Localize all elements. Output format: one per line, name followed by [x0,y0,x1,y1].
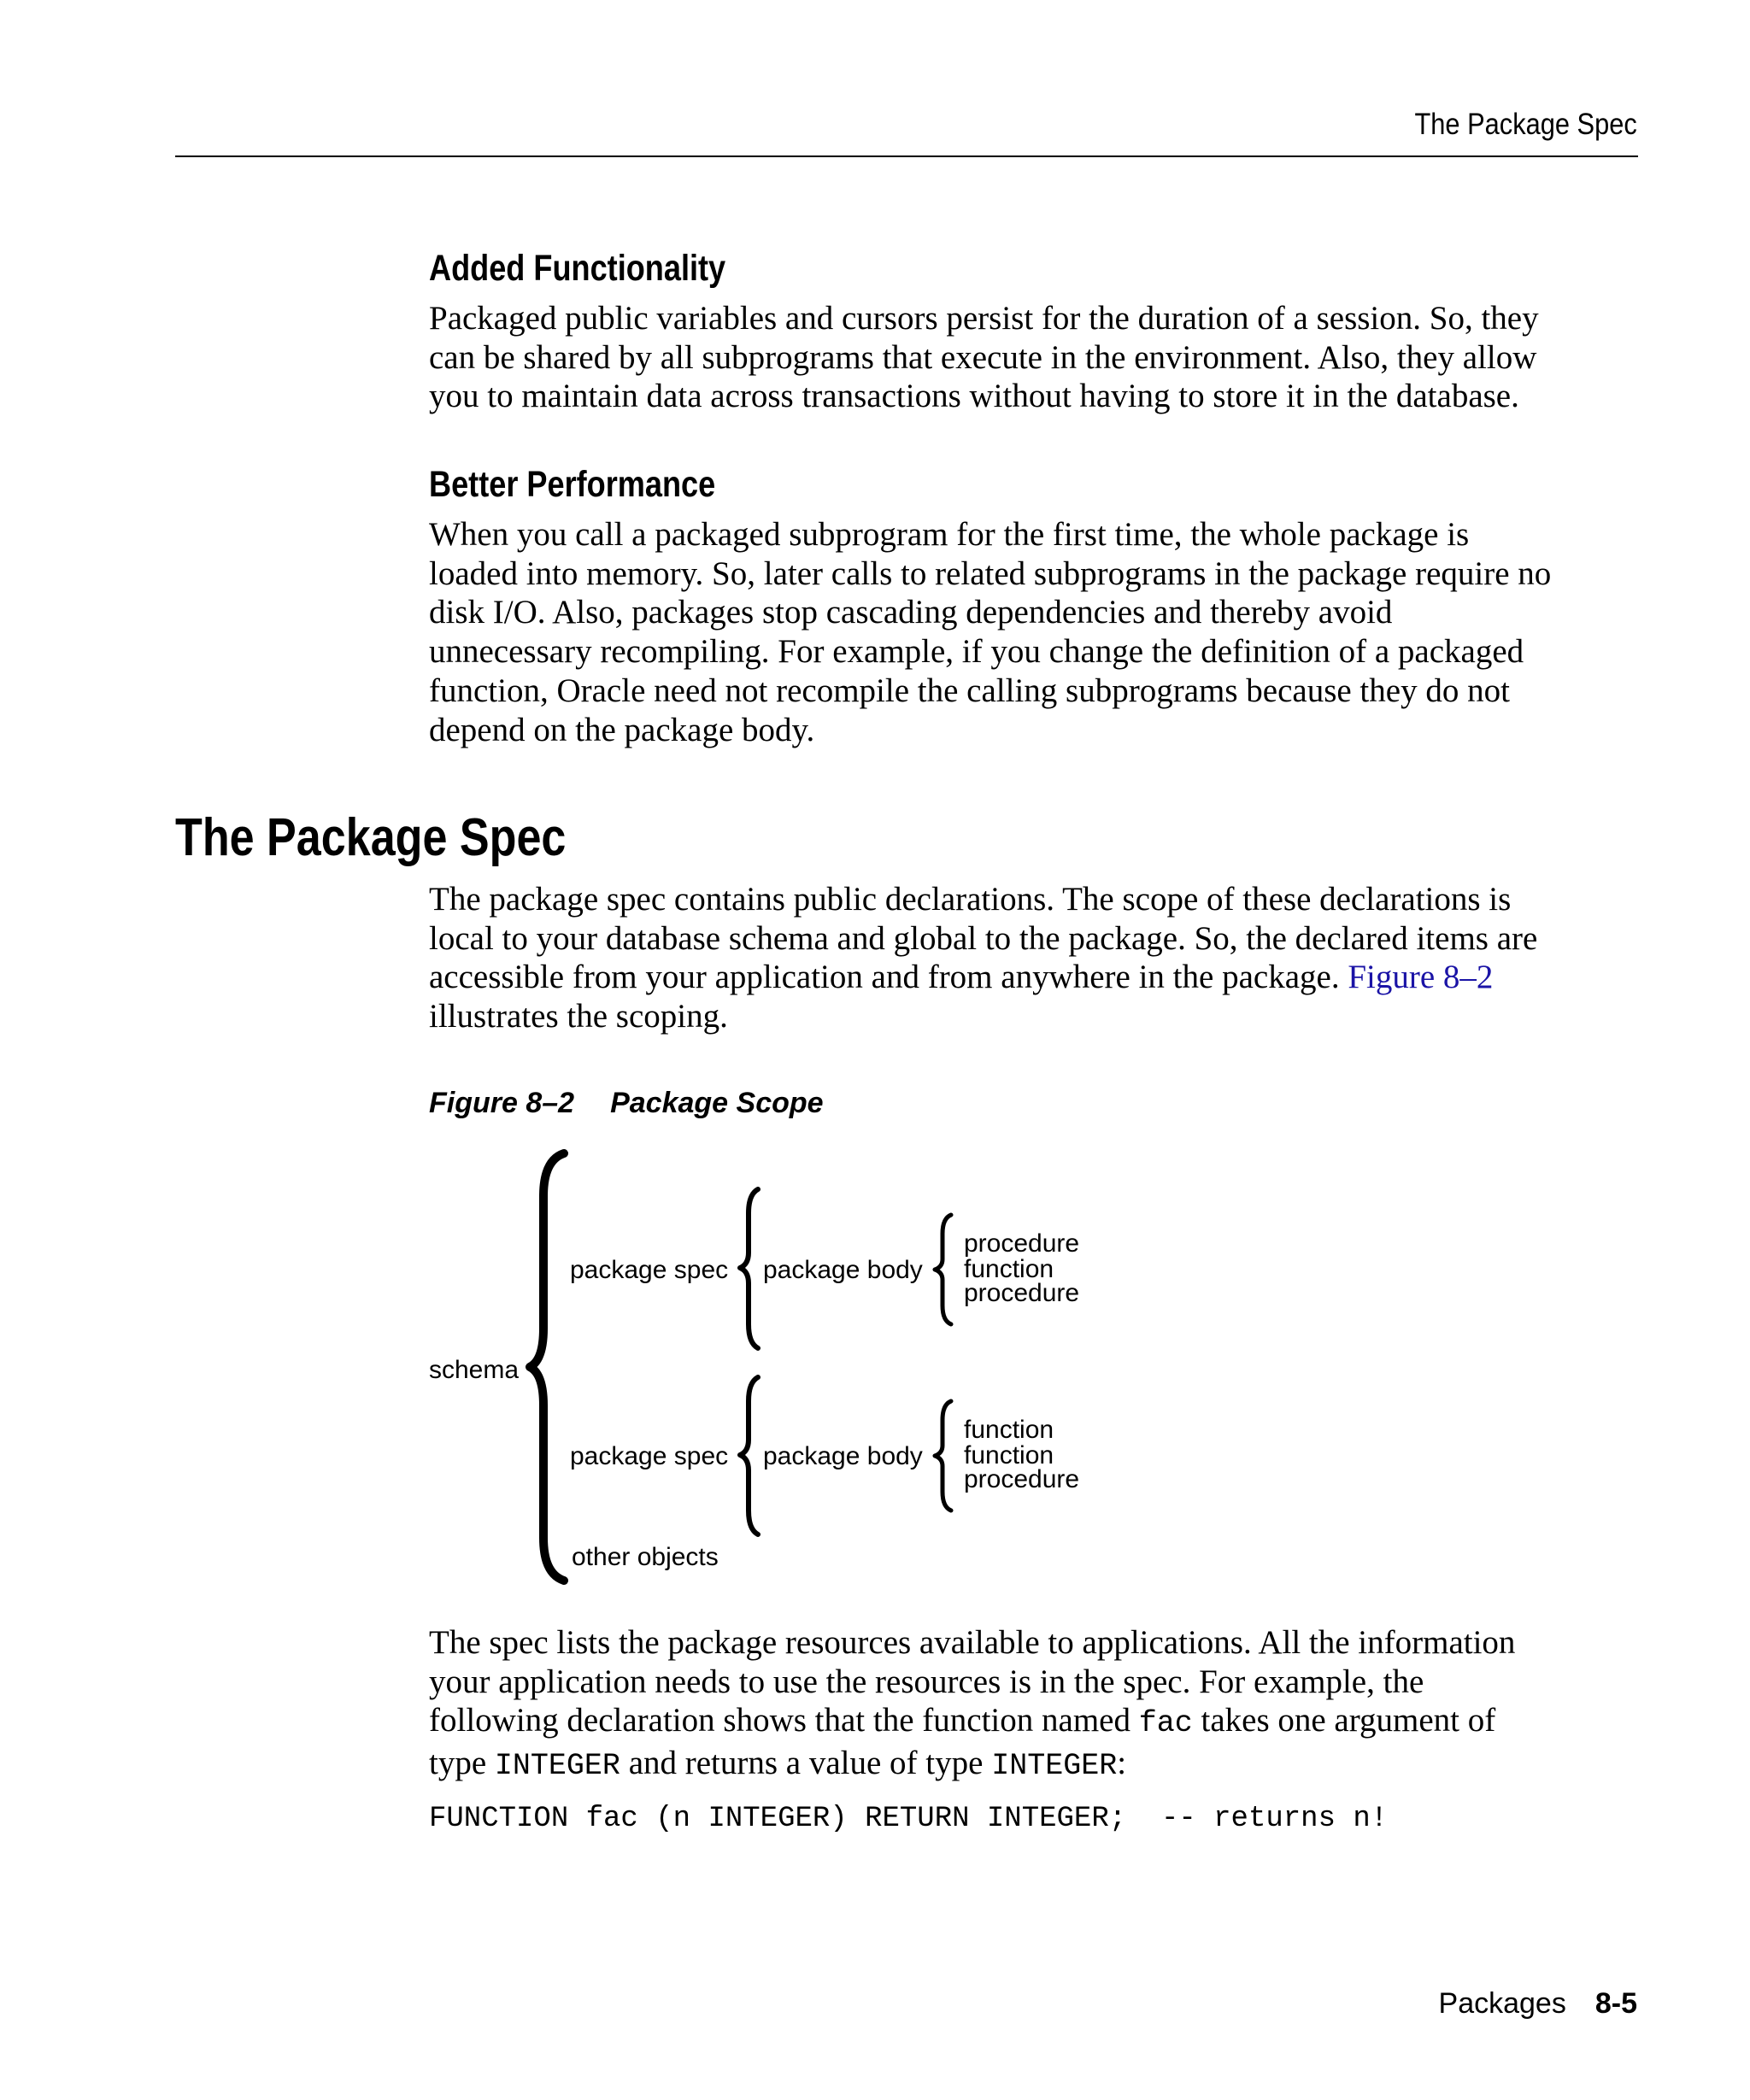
label-other-objects: other objects [572,1543,719,1571]
text-run: takes one argument of [1192,1702,1496,1739]
figure-number: Figure 8–2 [429,1087,575,1119]
text-line: local to your database schema and global to the package. So, the declared items are [429,919,1538,957]
text-line: The spec lists the package resources available to applications. All the information [429,1624,1516,1661]
text-run: and returns a value of type [620,1745,992,1782]
para-spec-resources [429,1623,1647,1786]
label-package-body-2: package body [763,1442,923,1470]
header-rule [175,155,1638,157]
text-line: When you call a packaged subprogram for the first time, the whole package is [429,516,1470,553]
para-added-functionality [429,299,1647,416]
text-line: illustrates the scoping. [429,998,728,1035]
label-member: function [964,1255,1054,1283]
label-member: function [964,1441,1054,1469]
text-line: can be shared by all subprograms that execute in the environment. Also, they allow [429,338,1537,376]
text-line [429,1744,1647,1786]
inline-code: INTEGER [991,1749,1118,1784]
text-line: Packaged public variables and cursors persist for the duration of a session. So, they [429,300,1539,337]
body2-brace [935,1401,951,1510]
body1-brace [935,1215,951,1324]
figure-title: Package Scope [610,1087,824,1119]
text-line [429,958,1647,997]
text-line: your application needs to use the resources is in the spec. For example, the [429,1663,1424,1700]
footer-chapter: Packages [1438,1987,1566,2020]
code-sample: FUNCTION fac (n INTEGER) RETURN INTEGER; -- returns n! [429,1803,1389,1835]
figure-link[interactable]: Figure 8–2 [1348,959,1494,996]
text-line: depend on the package body. [429,711,815,748]
text-line: The package spec contains public declarations. The scope of these declarations is [429,881,1512,918]
heading-added-functionality: Added Functionality [429,248,726,289]
text-line [429,1701,1647,1744]
text-run: : [1117,1745,1127,1782]
page-footer [1439,1987,1637,2021]
spec2-brace [740,1377,758,1534]
label-member: procedure [964,1465,1080,1493]
text-run: accessible from your application and from anywhere in the package. [429,959,1348,996]
label-package-spec-1: package spec [570,1256,729,1284]
text-run: type [429,1745,495,1782]
text-line: you to maintain data across transactions without having to store it in the database. [429,378,1519,415]
label-member: function [964,1416,1054,1444]
figure-caption [429,1087,824,1120]
para-better-performance [429,515,1647,749]
label-member: procedure [964,1229,1080,1258]
heading-better-performance: Better Performance [429,464,716,505]
running-header: The Package Spec [1414,108,1637,141]
label-package-body-1: package body [763,1256,923,1284]
text-line: function, Oracle need not recompile the calling subprograms because they do not [429,672,1510,709]
inline-code: fac [1138,1706,1193,1741]
text-line: loaded into memory. So, later calls to related subprograms in the package require no [429,554,1552,592]
label-schema: schema [429,1356,520,1384]
spec1-brace [740,1189,758,1348]
text-run: following declaration shows that the function named [429,1702,1139,1739]
text-line: unnecessary recompiling. For example, if you change the definition of a packaged [429,633,1524,671]
heading-package-spec: The Package Spec [175,808,567,867]
label-member: procedure [964,1279,1080,1307]
schema-brace [530,1153,564,1581]
text-line: disk I/O. Also, packages stop cascading dependencies and thereby avoid [429,594,1393,631]
para-package-spec [429,880,1647,1036]
inline-code: INTEGER [494,1749,620,1784]
footer-page-number: 8-5 [1594,1987,1637,2020]
label-package-spec-2: package spec [570,1442,729,1470]
